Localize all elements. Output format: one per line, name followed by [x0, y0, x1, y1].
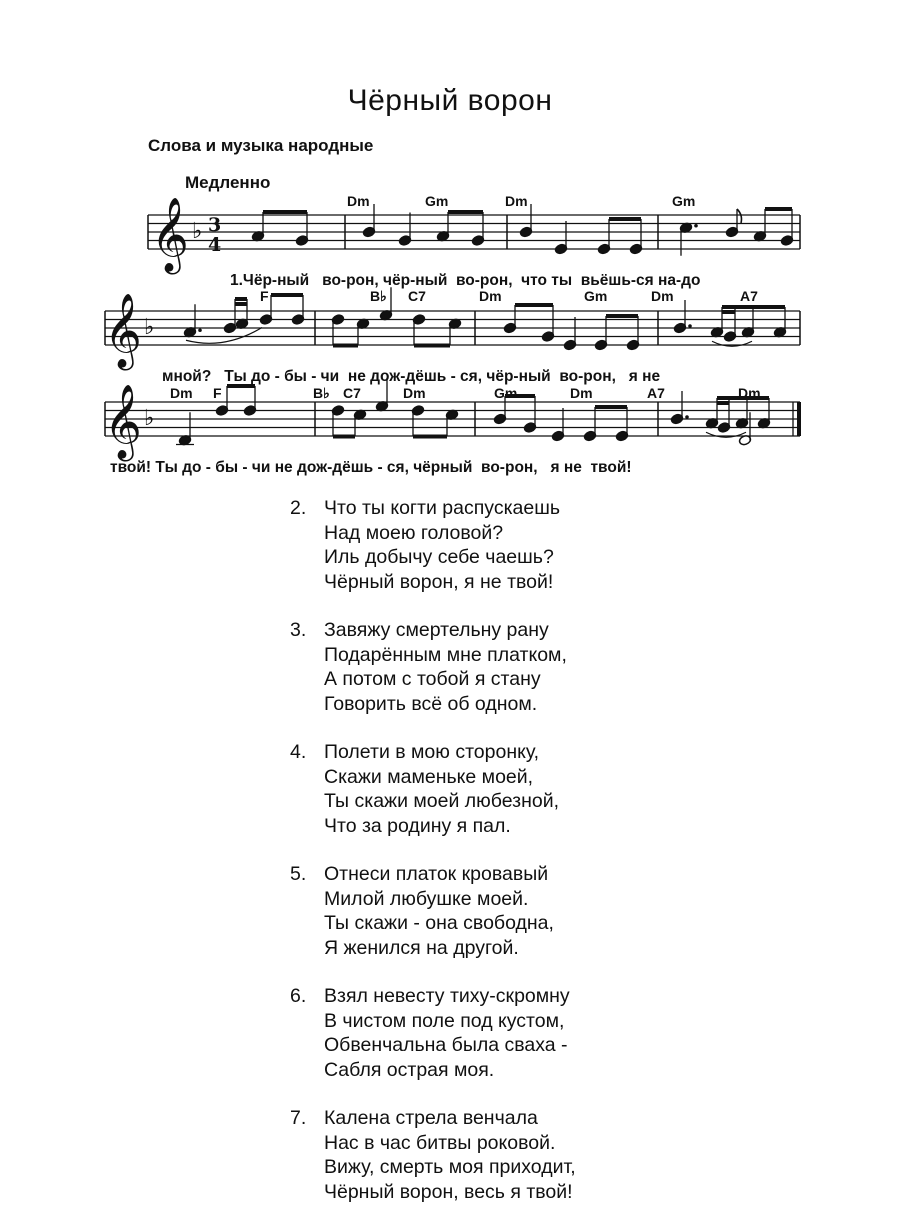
verse-line — [290, 643, 576, 668]
time-signature-top: 3 — [208, 214, 222, 236]
verse-line-text: Ты скажи моей любезной, — [324, 790, 560, 812]
verse-line — [290, 789, 576, 814]
verse-number: 3. — [290, 619, 307, 641]
verse-line — [290, 618, 576, 643]
verse — [290, 984, 576, 1082]
verse-line — [290, 862, 576, 887]
lyrics-line-2: мной? Ты до - бы - чи не дож-дёшь - ся, чёр-ный во-рон, я не — [162, 368, 661, 385]
chord-symbol: Dm — [170, 385, 193, 401]
verse-number: 4. — [290, 741, 307, 763]
verse-line — [290, 740, 576, 765]
chord-symbol: Dm — [403, 385, 426, 401]
verse-line — [290, 570, 576, 595]
verse-line — [290, 1131, 576, 1156]
verse-line-text: Подарённым мне платком, — [324, 643, 567, 666]
treble-clef-icon: 𝄞 — [104, 294, 142, 368]
verse-line-text: Говорить всё об одном. — [324, 692, 538, 715]
lyrics-line-3: твой! Ты до - бы - чи не дож-дёшь - ся, чёрный во-рон, я не твой! — [110, 459, 632, 476]
treble-clef-icon: 𝄞 — [104, 385, 142, 459]
chord-symbol: C7 — [343, 385, 361, 401]
chord-symbol: B♭ — [370, 288, 387, 304]
key-signature-flat: ♭ — [192, 219, 203, 244]
chord-symbol: B♭ — [313, 385, 330, 401]
chord-symbol: C7 — [408, 288, 426, 304]
verse-line — [290, 911, 576, 936]
verse-line-text: Чёрный ворон, весь я твой! — [324, 1180, 573, 1203]
chord-symbols — [260, 288, 758, 304]
chord-symbols — [347, 193, 695, 209]
song-title: Чёрный ворон — [347, 84, 553, 117]
verse-number: 7. — [290, 1107, 307, 1129]
verse-line-text: Что ты когти распускаешь — [324, 497, 561, 519]
note-dot — [198, 328, 202, 332]
verse-line-text: Чёрный ворон, я не твой! — [324, 570, 554, 593]
verse-line-text: Скажи маменьке моей, — [324, 765, 534, 788]
verse — [290, 618, 576, 716]
verse-line-text: Нас в час битвы роковой. — [324, 1131, 556, 1154]
music-score — [0, 0, 900, 490]
chord-symbol: Gm — [672, 193, 696, 209]
chord-symbol: A7 — [740, 288, 758, 304]
verse-line-text: Взял невесту тиху-скромну — [324, 985, 570, 1007]
verse-line — [290, 667, 576, 692]
verse-line-text: Сабля острая моя. — [324, 1058, 495, 1081]
tempo-marking: Медленно — [185, 173, 271, 192]
verse-line-text: Я женился на другой. — [324, 936, 519, 959]
verse-line-text: Что за родину я пал. — [324, 814, 511, 837]
verse-line — [290, 984, 576, 1009]
staff-system-2 — [104, 287, 800, 385]
verse-number: 2. — [290, 497, 307, 519]
verse-line-text: Милой любушке моей. — [324, 887, 529, 910]
chord-symbols — [170, 385, 761, 401]
note-dot — [685, 415, 689, 419]
verse-line-text: Иль добычу себе чаешь? — [324, 546, 554, 568]
verse-line-text: Завяжу смертельну рану — [324, 619, 549, 641]
verse-line — [290, 936, 576, 961]
chord-symbol: Gm — [584, 288, 608, 304]
verse-line — [290, 765, 576, 790]
staff-system-1 — [148, 193, 800, 289]
lyrics-line-1: 1.Чёр-ный во-рон, чёр-ный во-рон, что ты вьёшь-ся на-до — [230, 272, 701, 289]
verse-line — [290, 521, 576, 546]
verse — [290, 862, 576, 960]
verse-line — [290, 496, 576, 521]
verse-line — [290, 692, 576, 717]
verse-line — [290, 1033, 576, 1058]
verse-line — [290, 1155, 576, 1180]
verse-line — [290, 1009, 576, 1034]
verse-line — [290, 887, 576, 912]
chord-symbol: Dm — [505, 193, 528, 209]
verse-line-text: Калена стрела венчала — [324, 1107, 538, 1129]
notes — [251, 204, 793, 256]
verse-number: 5. — [290, 863, 307, 885]
verse-line-text: А потом с тобой я стану — [324, 668, 541, 690]
chord-symbol: F — [213, 385, 222, 401]
note-dot — [694, 224, 698, 228]
chord-symbol: Dm — [479, 288, 502, 304]
verse-line-text: Вижу, смерть моя приходит, — [324, 1156, 576, 1178]
chord-symbol: Gm — [425, 193, 449, 209]
chord-symbol: A7 — [647, 385, 665, 401]
chord-symbol: Dm — [651, 288, 674, 304]
staff-system-3 — [104, 378, 800, 476]
verse — [290, 496, 576, 594]
key-signature-flat: ♭ — [144, 406, 155, 431]
verse-line — [290, 1180, 576, 1205]
chord-symbol: Dm — [738, 385, 761, 401]
chord-symbol: Gm — [494, 385, 518, 401]
verse-line-text: Полети в мою сторонку, — [324, 741, 540, 763]
verse-line-text: Ты скажи - она свободна, — [324, 912, 554, 934]
verse-line-text: Обвенчальна была сваха - — [324, 1034, 568, 1056]
verse-line — [290, 545, 576, 570]
verse-number: 6. — [290, 985, 307, 1007]
chord-symbol: Dm — [347, 193, 370, 209]
verse-line-text: В чистом поле под кустом, — [324, 1009, 565, 1032]
verses-list — [290, 496, 576, 1228]
verse-line — [290, 1058, 576, 1083]
verse-line — [290, 1106, 576, 1131]
verse — [290, 1106, 576, 1204]
chord-symbol: F — [260, 288, 269, 304]
verse-line-text: Отнеси платок кровавый — [324, 863, 549, 885]
treble-clef-icon: 𝄞 — [151, 198, 189, 272]
note-dot — [688, 324, 692, 328]
verse — [290, 740, 576, 838]
chord-symbol: Dm — [570, 385, 593, 401]
song-subtitle: Слова и музыка народные — [148, 136, 374, 155]
time-signature-bottom: 4 — [208, 234, 222, 256]
verse-line-text: Над моею головой? — [324, 521, 504, 544]
note-flag — [737, 209, 742, 223]
key-signature-flat: ♭ — [144, 315, 155, 340]
verse-line — [290, 814, 576, 839]
